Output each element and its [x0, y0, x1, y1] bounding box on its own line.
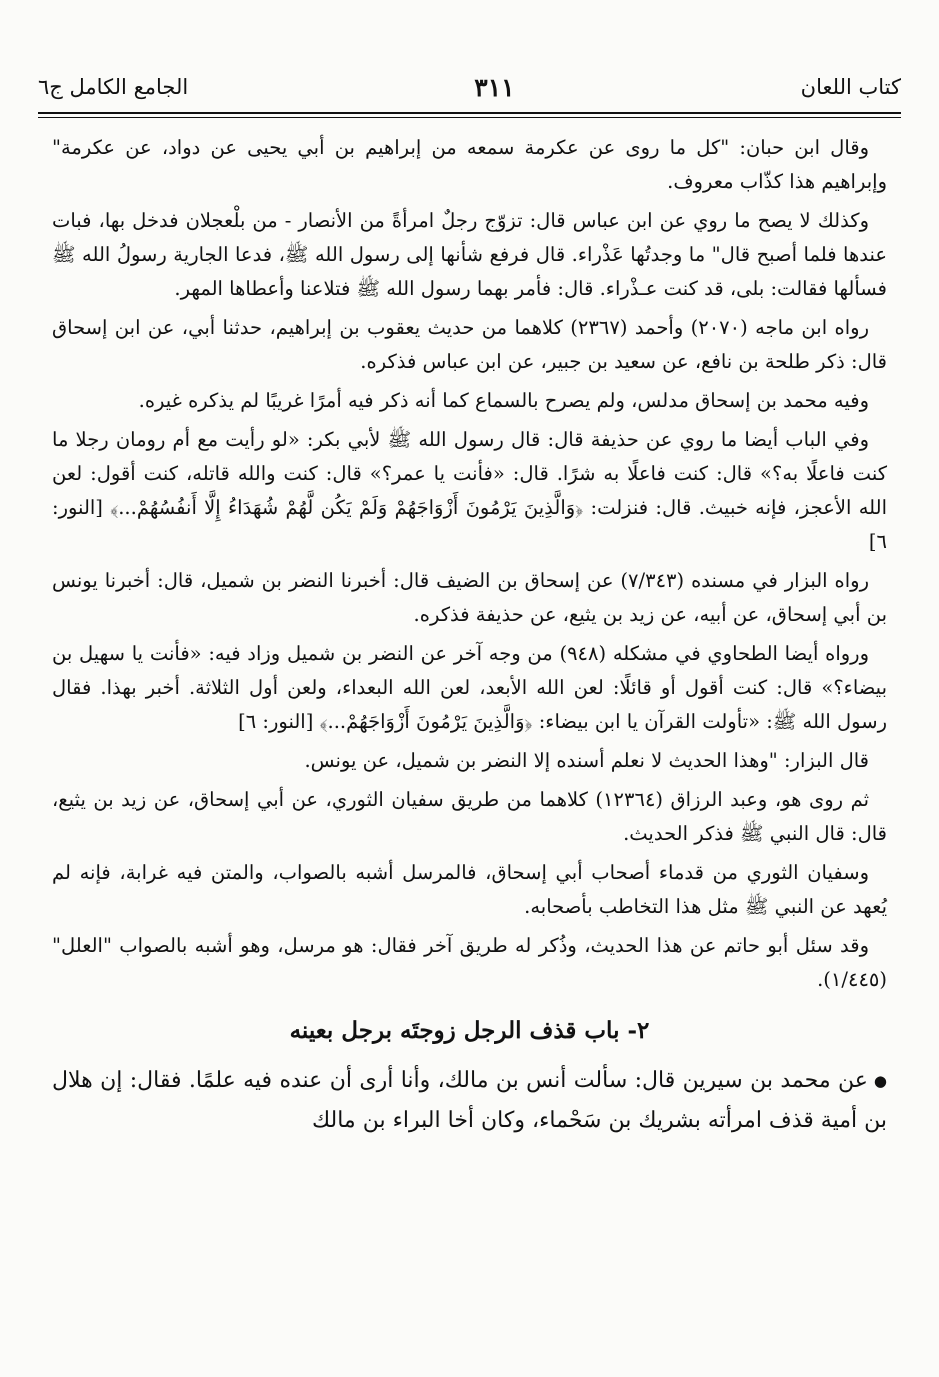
paragraph-tahawi: ورواه أيضا الطحاوي في مشكله (٩٤٨) من وجه آخر عن النضر بن شميل وزاد فيه: «فأنت يا سهيل بن بيضاء؟» قال: كنت أقول أو قائلًا: لعن الله الأبعد، لعن الله البعداء، ولعن أول الثلاثة. أخبر بهذا. فقال رسول الله ﷺ: «تأولت القرآن يا ابن بيضاء: ﴿وَالَّذِينَ يَرْمُونَ أَزْوَاجَهُمْ...﴾ [النور: ٦] — [52, 642, 887, 733]
paragraph-ibn-majah: رواه ابن ماجه (٢٠٧٠) وأحمد (٢٣٦٧) كلاهما من حديث يعقوب بن إبراهيم، حدثنا أبي، عن ابن إسحاق قال: ذكر طلحة بن نافع، عن سعيد بن جبير، عن ابن عباس فذكره. — [52, 316, 887, 373]
header-book-title: الجامع الكامل ج٦ — [38, 75, 189, 99]
paragraph-hudhayfa: وفي الباب أيضا ما روي عن حذيفة قال: قال رسول الله ﷺ لأبي بكر: «لو رأيت مع أم رومان رجلا ما كنت فاعلًا به؟» قال: كنت فاعلًا به شرًا. قال: «فأنت يا عمر؟» قال: كنت والله قاتله، كنت أقول: لعن الله الأعجز، فإنه خبيث. قال: فنزلت: ﴿وَالَّذِينَ يَرْمُونَ أَزْوَاجَهُمْ وَلَمْ يَكُن لَّهُمْ شُهَدَاءُ إِلَّا أَنفُسُهُمْ...﴾ [النور: ٦] — [52, 428, 887, 553]
bullet-icon: ● — [873, 1072, 887, 1090]
header-rule-thin — [38, 117, 901, 118]
paragraph-ibn-ishaq: وفيه محمد بن إسحاق مدلس، ولم يصرح بالسماع كما أنه ذكر فيه أمرًا غريبًا لم يذكره غيره. — [138, 389, 869, 412]
section-heading: ٢- باب قذف الرجل زوجتَه برجل بعينه — [289, 1017, 650, 1044]
hadith-body: عن محمد بن سيرين قال: سألت أنس بن مالك، وأنا أرى أن عنده فيه علمًا. فقال: إن هلال بن أمية قذف امرأته بشريك بن سَحْماء، وكان أخا البراء بن مالك — [52, 1068, 887, 1133]
paragraph-abdurrazzaq: ثم روى هو، وعبد الرزاق (١٢٣٦٤) كلاهما من طريق سفيان الثوري، عن أبي إسحاق، عن زيد بن يثيع، قال: قال النبي ﷺ فذكر الحديث. — [52, 788, 887, 845]
paragraph-ibn-abbas: وكذلك لا يصح ما روي عن ابن عباس قال: تزوّج رجلٌ امرأةً من الأنصار - من بلْعجلان فدخل بها، فبات عندها فلما أصبح قال" ما وجدتُها عَذْراء. قال فرفع شأنها إلى رسول الله ﷺ، فدعا الجارية رسولُ الله ﷺ فسألها فقالت: بلى، قد كنت عـذْراء. قال: فأمر بهما رسول الله ﷺ فتلاعنا وأعطاها المهر. — [52, 209, 887, 300]
header-rule-thick — [38, 112, 901, 114]
page-number: ٣١١ — [474, 72, 515, 102]
paragraph-ibn-hibban: وقال ابن حبان: "كل ما روى عن عكرمة سمعه من إبراهيم بن أبي يحيى عن دواد، عن عكرمة" وإبراهيم هذا كذّاب معروف. — [52, 136, 887, 193]
page-body — [52, 131, 887, 1141]
header-chapter-title: كتاب اللعان — [800, 75, 901, 99]
paragraph-bazzar-comment: قال البزار: "وهذا الحديث لا نعلم أسنده إلا النضر بن شميل، عن يونس. — [304, 749, 869, 772]
paragraph-bazzar: رواه البزار في مسنده (٧/٣٤٣) عن إسحاق بن الضيف قال: أخبرنا النضر بن شميل، قال: أخبرنا يونس بن أبي إسحاق، عن أبيه، عن زيد بن يثيع، عن حذيفة فذكره. — [52, 569, 887, 626]
hadith-text — [52, 1061, 887, 1141]
paragraph-abu-hatim: وقد سئل أبو حاتم عن هذا الحديث، وذُكر له طريق آخر فقال: هو مرسل، وهو أشبه بالصواب "العلل" (١/٤٤٥). — [52, 934, 887, 991]
paragraph-sufyan: وسفيان الثوري من قدماء أصحاب أبي إسحاق، فالمرسل أشبه بالصواب، والمتن فيه غرابة، فإنه لم يُعهد عن النبي ﷺ مثل هذا التخاطب بأصحابه. — [52, 861, 887, 918]
page-header — [38, 66, 901, 108]
